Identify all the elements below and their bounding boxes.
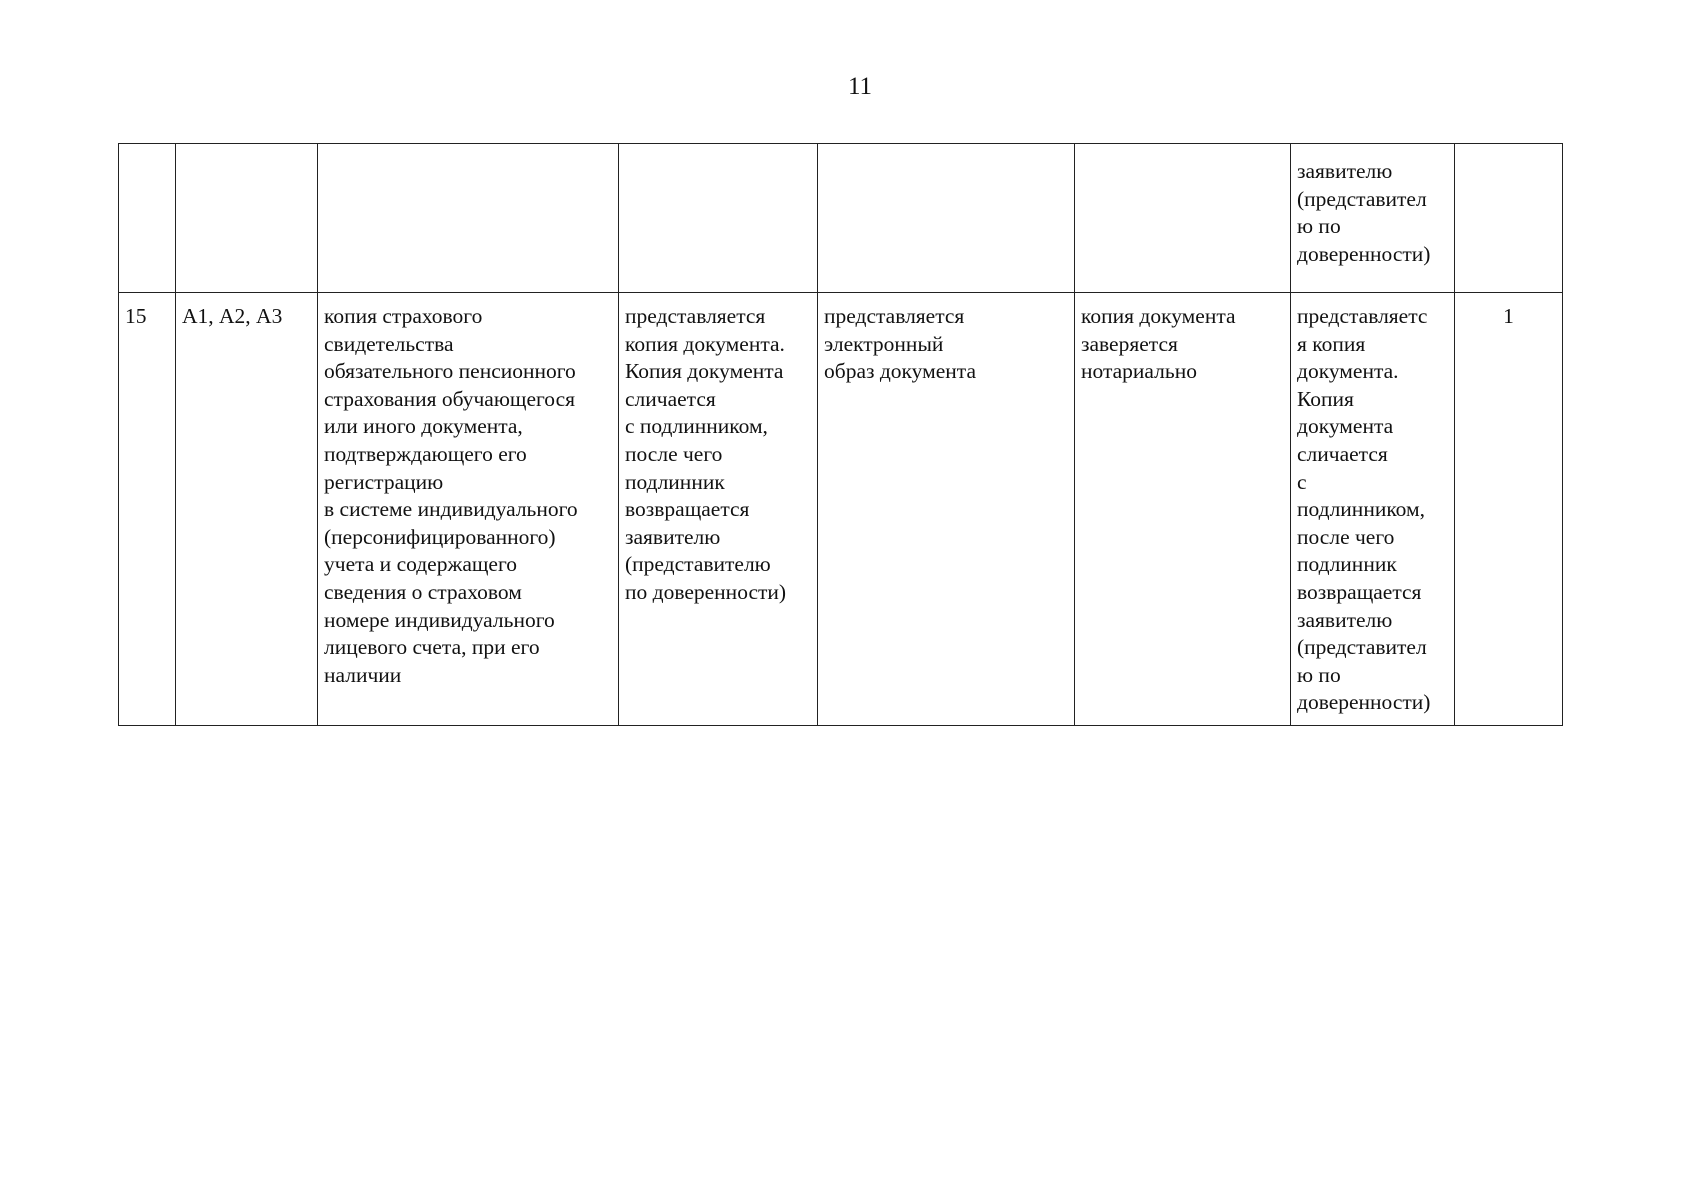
cell-col6 [1075,144,1291,293]
cell-col5 [818,144,1075,293]
document-table [118,143,1563,726]
cell-col6: копия документа заверяется нотариально [1075,293,1291,726]
page-number: 11 [847,73,873,100]
cell-col8: 1 [1455,293,1563,726]
cell-col8 [1455,144,1563,293]
cell-col4: представляется копия документа. Копия документа сличается с подлинником, после чего подлинник возвращается заявителю (представителю по доверенности) [619,293,818,726]
cell-col7: представляетс я копия документа. Копия документа сличается с подлинником, после чего подлинник возвращается заявителю (представител ю по доверенности) [1291,293,1455,726]
table-row [119,293,1563,726]
cell-col7: заявителю (представител ю по доверенности) [1291,144,1455,293]
cell-codes [176,144,318,293]
cell-document: копия страхового свидетельства обязательного пенсионного страхования обучающегося или иного документа, подтверждающего его регистрацию в системе индивидуального (персонифицированного) учета и содержащего сведения о страховом номере индивидуального лицевого счета, при его наличии [318,293,619,726]
cell-codes: А1, А2, А3 [176,293,318,726]
cell-col5: представляется электронный образ документа [818,293,1075,726]
table-row-continuation [119,144,1563,293]
cell-number: 15 [119,293,176,726]
cell-number [119,144,176,293]
cell-col4 [619,144,818,293]
cell-document [318,144,619,293]
